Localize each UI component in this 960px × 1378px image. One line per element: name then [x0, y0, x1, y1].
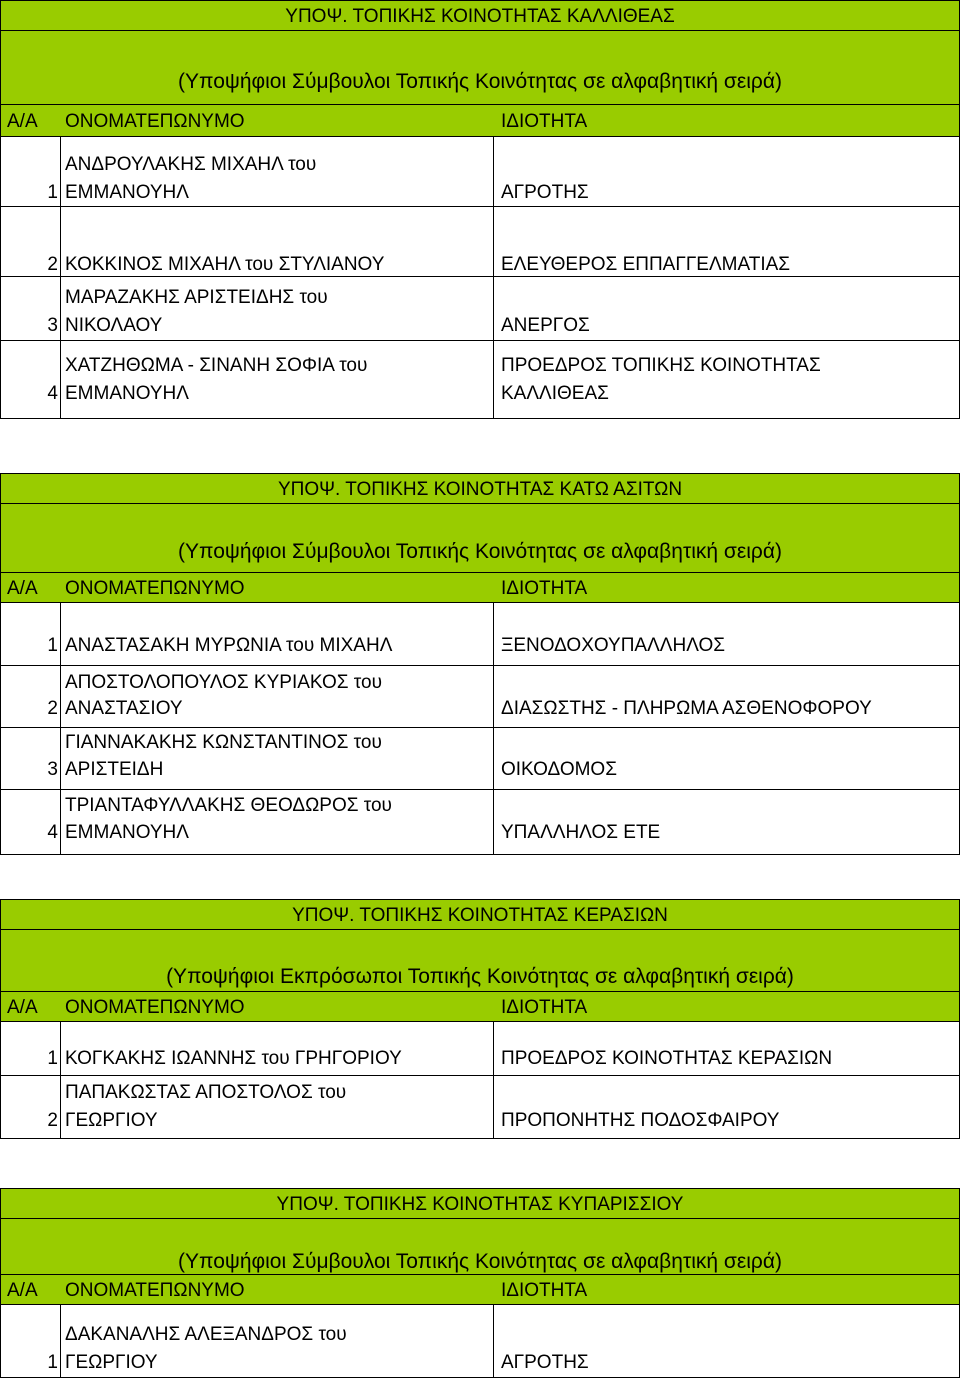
table-row	[0, 603, 960, 666]
row-profession-line2: ΑΓΡΟΤΗΣ	[501, 1352, 589, 1373]
section-kyparissi	[0, 1188, 960, 1378]
col-profession-label: ΙΔΙΟΤΗΤΑ	[501, 997, 588, 1018]
column-divider	[60, 1022, 61, 1139]
column-divider	[60, 603, 61, 855]
row-name-line1: ΠΑΠΑΚΩΣΤΑΣ ΑΠΟΣΤΟΛΟΣ του	[65, 1082, 347, 1103]
row-name-line2: ΕΜΜΑΝΟΥΗΛ	[65, 822, 189, 843]
table-row	[0, 207, 960, 277]
column-divider	[60, 1305, 61, 1378]
col-profession-label: ΙΔΙΟΤΗΤΑ	[501, 1280, 588, 1301]
section-kerasia	[0, 899, 960, 1139]
row-name-line2: ΓΕΩΡΓΙΟΥ	[65, 1110, 158, 1131]
column-divider	[493, 1305, 494, 1378]
table-row	[0, 341, 960, 419]
row-profession-line2: ΔΙΑΣΩΣΤΗΣ - ΠΛΗΡΩΜΑ ΑΣΘΕΝΟΦΟΡΟΥ	[501, 698, 872, 719]
row-name-line2: ΚΟΓΚΑΚΗΣ ΙΩΑΝΝΗΣ του ΓΡΗΓΟΡΙΟΥ	[65, 1048, 402, 1069]
row-name-line1: ΤΡΙΑΝΤΑΦΥΛΛΑΚΗΣ ΘΕΟΔΩΡΟΣ του	[65, 795, 392, 816]
row-profession-line2: ΟΙΚΟΔΟΜΟΣ	[501, 759, 617, 780]
row-name-line2: ΑΡΙΣΤΕΙΔΗ	[65, 759, 164, 780]
section-subheader: (Υποψήφιοι Σύμβουλοι Τοπικής Κοινότητας σε αλφαβητική σειρά)	[0, 504, 960, 572]
section-kallithea	[0, 0, 960, 419]
row-name-line1: ΔΑΚΑΝΑΛΗΣ ΑΛΕΞΑΝΔΡΟΣ του	[65, 1324, 347, 1345]
column-divider	[60, 137, 61, 419]
row-name-line2: ΑΝΑΣΤΑΣΙΟΥ	[65, 698, 183, 719]
row-name-line1: ΓΙΑΝΝΑΚΑΚΗΣ ΚΩΝΣΤΑΝΤΙΝΟΣ του	[65, 732, 382, 753]
table-row	[0, 728, 960, 790]
row-number: 2	[47, 254, 58, 275]
col-profession-label: ΙΔΙΟΤΗΤΑ	[501, 578, 588, 599]
column-divider	[493, 137, 494, 419]
col-aa-label: Α/Α	[7, 111, 38, 132]
column-header-row	[0, 104, 960, 137]
row-name-line2: ΓΕΩΡΓΙΟΥ	[65, 1352, 158, 1373]
row-number: 2	[47, 698, 58, 719]
row-number: 1	[47, 1048, 58, 1069]
table-row	[0, 1076, 960, 1139]
row-number: 2	[47, 1110, 58, 1131]
column-header-row	[0, 991, 960, 1022]
row-profession-line2: ΑΓΡΟΤΗΣ	[501, 182, 589, 203]
table-row	[0, 1305, 960, 1378]
row-name-line2: ΕΜΜΑΝΟΥΗΛ	[65, 383, 189, 404]
row-number: 3	[47, 315, 58, 336]
section-kato-asites	[0, 473, 960, 855]
section-subheader: (Υποψήφιοι Εκπρόσωποι Τοπικής Κοινότητας σε αλφαβητική σειρά)	[0, 930, 960, 991]
col-name-label: ΟΝΟΜΑΤΕΠΩΝΥΜΟ	[65, 578, 245, 599]
table-row	[0, 137, 960, 207]
section-header: ΥΠΟΨ. ΤΟΠΙΚΗΣ ΚΟΙΝΟΤΗΤΑΣ ΚΑΤΩ ΑΣΙΤΩΝ	[0, 473, 960, 504]
row-profession-line2: ΞΕΝΟΔΟΧΟΥΠΑΛΛΗΛΟΣ	[501, 635, 726, 656]
row-profession-line1: ΠΡΟΕΔΡΟΣ ΤΟΠΙΚΗΣ ΚΟΙΝΟΤΗΤΑΣ	[501, 355, 821, 376]
section-header: ΥΠΟΨ. ΤΟΠΙΚΗΣ ΚΟΙΝΟΤΗΤΑΣ ΚΕΡΑΣΙΩΝ	[0, 899, 960, 930]
row-number: 1	[47, 1352, 58, 1373]
row-profession-line2: ΥΠΑΛΛΗΛΟΣ ΕΤΕ	[501, 822, 661, 843]
section-header: ΥΠΟΨ. ΤΟΠΙΚΗΣ ΚΟΙΝΟΤΗΤΑΣ ΚΑΛΛΙΘΕΑΣ	[0, 0, 960, 31]
section-header: ΥΠΟΨ. ΤΟΠΙΚΗΣ ΚΟΙΝΟΤΗΤΑΣ ΚΥΠΑΡΙΣΣΙΟΥ	[0, 1188, 960, 1219]
column-divider	[493, 603, 494, 855]
row-number: 4	[47, 822, 58, 843]
col-name-label: ΟΝΟΜΑΤΕΠΩΝΥΜΟ	[65, 111, 245, 132]
row-number: 3	[47, 759, 58, 780]
row-name-line1: ΜΑΡΑΖΑΚΗΣ ΑΡΙΣΤΕΙΔΗΣ του	[65, 287, 328, 308]
column-header-row	[0, 1274, 960, 1305]
table-row	[0, 277, 960, 341]
column-header-row	[0, 572, 960, 603]
row-profession-line2: ΚΑΛΛΙΘΕΑΣ	[501, 383, 609, 404]
row-profession-line2: ΠΡΟΕΔΡΟΣ ΚΟΙΝΟΤΗΤΑΣ ΚΕΡΑΣΙΩΝ	[501, 1048, 833, 1069]
section-subheader: (Υποψήφιοι Σύμβουλοι Τοπικής Κοινότητας σε αλφαβητική σειρά)	[0, 31, 960, 104]
table-row	[0, 1022, 960, 1076]
row-name-line1: ΑΝΔΡΟΥΛΑΚΗΣ ΜΙΧΑΗΛ του	[65, 154, 317, 175]
row-name-line1: ΑΠΟΣΤΟΛΟΠΟΥΛΟΣ ΚΥΡΙΑΚΟΣ του	[65, 672, 382, 693]
table-row	[0, 790, 960, 855]
col-aa-label: Α/Α	[7, 1280, 38, 1301]
col-aa-label: Α/Α	[7, 578, 38, 599]
column-divider	[493, 1022, 494, 1139]
row-profession-line2: ΠΡΟΠΟΝΗΤΗΣ ΠΟΔΟΣΦΑΙΡΟΥ	[501, 1110, 780, 1131]
row-profession-line2: ΕΛΕΥΘΕΡΟΣ ΕΠΠΑΓΓΕΛΜΑΤΙΑΣ	[501, 254, 791, 275]
col-name-label: ΟΝΟΜΑΤΕΠΩΝΥΜΟ	[65, 997, 245, 1018]
col-name-label: ΟΝΟΜΑΤΕΠΩΝΥΜΟ	[65, 1280, 245, 1301]
table-row	[0, 666, 960, 728]
col-aa-label: Α/Α	[7, 997, 38, 1018]
row-profession-line2: ΑΝΕΡΓΟΣ	[501, 315, 590, 336]
row-name-line1: ΧΑΤΖΗΘΩΜΑ - ΣΙΝΑΝΗ ΣΟΦΙΑ του	[65, 355, 368, 376]
section-subheader: (Υποψήφιοι Σύμβουλοι Τοπικής Κοινότητας σε αλφαβητική σειρά)	[0, 1219, 960, 1274]
row-name-line2: ΕΜΜΑΝΟΥΗΛ	[65, 182, 189, 203]
row-number: 1	[47, 182, 58, 203]
row-name-line2: ΚΟΚΚΙΝΟΣ ΜΙΧΑΗΛ του ΣΤΥΛΙΑΝΟΥ	[65, 254, 385, 275]
row-number: 1	[47, 635, 58, 656]
col-profession-label: ΙΔΙΟΤΗΤΑ	[501, 111, 588, 132]
row-number: 4	[47, 383, 58, 404]
row-name-line2: ΑΝΑΣΤΑΣΑΚΗ ΜΥΡΩΝΙΑ του ΜΙΧΑΗΛ	[65, 635, 393, 656]
row-name-line2: ΝΙΚΟΛΑΟΥ	[65, 315, 163, 336]
